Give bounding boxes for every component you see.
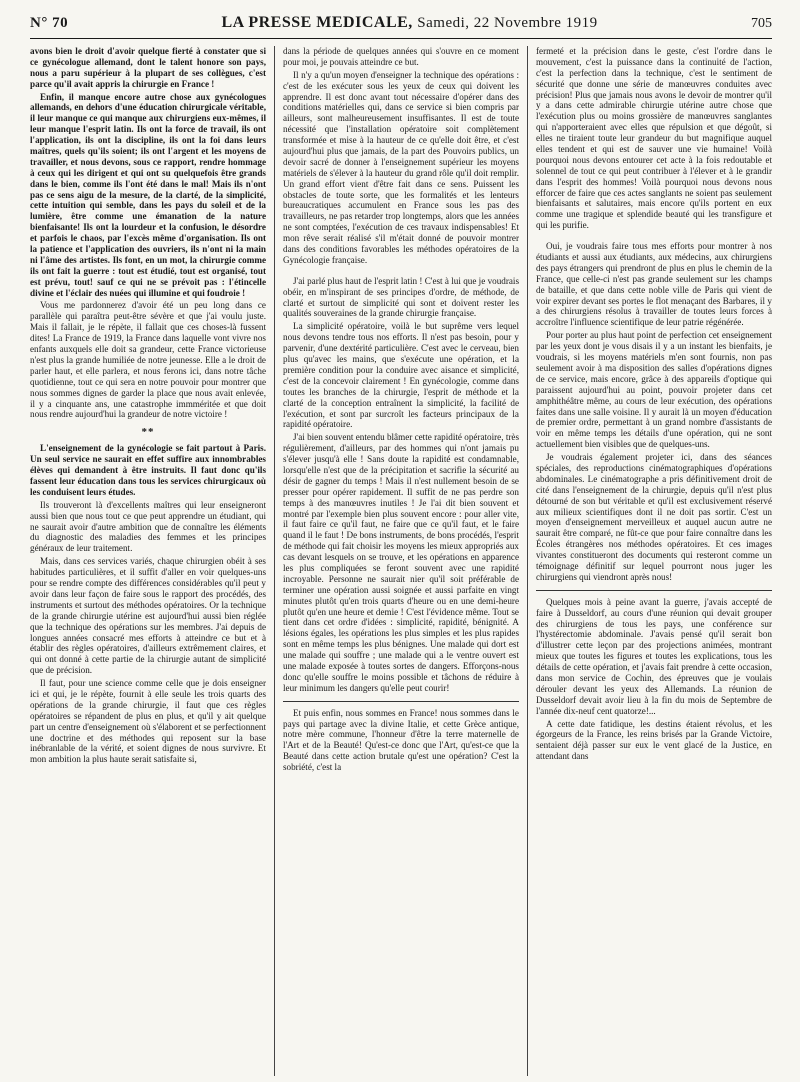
section-separator <box>283 701 519 702</box>
paragraph-gap <box>283 268 519 276</box>
paragraph: La simplicité opératoire, voilà le but suprême vers lequel nous devons tendre tous nos efforts. Il n'est pas besoin, pour y parvenir, d'une dextérité particulière. C'est avec le cerveau, bien plus qu'avec les mains, que s'exécute une opération, et la première condition pour la conduire avec aisance et simplicité, c'est de la concevoir clairement ! En gynécologie, comme dans toutes les branches de la chirurgie, l'esprit de méthode et la clarté de la conception entraînent la simplicité, la facilité de l'exécution, et sont par surcroît les facteurs principaux de la rapidité opératoire. <box>283 321 519 430</box>
paragraph: Il n'y a qu'un moyen d'enseigner la technique des opérations : c'est de les exécuter sous les yeux de ceux qui doivent les apprendre. Il est donc avant tout nécessaire d'opérer dans des conditions matérielles qui, dans ce service si bien compris par ailleurs, sont malheureusement insuffisantes. Il est de toute nécessité que l'installation opératoire soit complètement transformée et mise à la hauteur de ce qu'elle doit être, et c'est aujourd'hui plus que jamais, de la part des Pouvoirs publics, un devoir sacré de donner à l'enseignement supérieur les moyens matériels de s'élever à la hauteur du grand rôle qu'il doit remplir. Un grand effort vient d'être fait dans ce sens. Puissent les obstacles de toute sorte, que les formalités et les lenteurs bureaucratiques accumulent en France sous les pas des travailleurs, ne pas retarder trop longtemps, alors que les années ne sont comptées, l'exécution de ces travaux indispensables! Et mon rêve serait réalisé s'il m'était donné de pouvoir montrer dans des conditions favorables les méthodes opératoires de la Gynécologie française. <box>283 69 519 265</box>
paragraph: J'ai parlé plus haut de l'esprit latin ! C'est à lui que je voudrais obéir, en m'inspirant de ses principes d'ordre, de méthode, de clarté et surtout de simplicité qui sont et doivent rester les qualités souveraines de la grande chirurgie française. <box>283 275 519 319</box>
text-column-3 <box>536 46 772 1076</box>
header-rule <box>30 38 772 39</box>
page-number: 705 <box>750 16 772 31</box>
text-column-1 <box>30 46 266 1076</box>
paragraph: Je voudrais également projeter ici, dans des séances spéciales, des reproductions cinématographiques d'opérations abdominales. Le cinématographe a pris définitivement droit de cité dans l'enseignement de la chirurgie, depuis qu'il n'est plus détourné de son but véritable et qu'il est exclusivement réservé aux milieux scientifiques dont il ne doit pas sortir. C'est un moyen d'enseignement merveilleux et auquel aucun autre ne saurait être comparé, ne fût-ce que pour faire connaître dans les Écoles étrangères nos méthodes opératoires. Et ces images vivantes constitueront des documents qui resteront comme un témoignage définitif sur lequel pourront nous juger les chirurgiens qui viendront après nous! <box>536 452 772 582</box>
journal-masthead <box>221 14 597 32</box>
text-column-2 <box>283 46 519 1076</box>
paragraph: Enfin, il manque encore autre chose aux gynécologues allemands, en dehors d'une éducation chirurgicale véritable, il leur manque ce qui manque aux chirurgiens eux-mêmes, il leur manque l'esprit latin. Ils ont la force de travail, ils ont l'application, ils ont la discipline, ils ont la foi dans leurs maîtres, quels qu'ils soient; ils ont l'argent et les moyens de travailler, et nous devons, sous ce rapport, rendre hommage à ceux qui les dirigent et qui ont su quelquefois être grands dans le bien, comme ils l'ont été dans le mal! Mais ils n'ont pas ce sens aigu de la mesure, de la clarté, de la simplicité, cette intuition qui semble, dans les pays du soleil et de la lumière, être comme une émanation de la nature bienfaisante! Ils ont la lourdeur et la confusion, le désordre et parfois le chaos, par l'excès même d'organisation. Ils ont la patience et l'application des ouvriers, ils n'ont ni la main ni l'âme des artistes. Ils font, en un mot, la chirurgie comme ils ont fait la guerre : tout est étudié, tout est organisé, tout est prévu, tout! sauf ce qui ne se prévoit pas : l'étincelle divine et l'éclair des nuées qui illumine et qui foudroie ! <box>30 91 266 298</box>
paragraph: Il faut, pour une science comme celle que je dois enseigner ici et qui, je le répète, fournit à elle seule les trois quarts des opérations de la grande chirurgie, il faut que ces règles opératoires se répandent de plus en plus, et qu'il y ait quelque part un centre d'enseignement où s'élaborent et se perfectionnent une doctrine et des méthodes qui reposent sur la base inébranlable de la vérité, et soient dignes de nous survivre. Et mon ambition la plus haute serait satisfaite si, <box>30 678 266 765</box>
issue-date: Samedi, 22 Novembre 1919 <box>417 15 598 31</box>
paragraph: fermeté et la précision dans le geste, c'est l'ordre dans le mouvement, c'est la puissance dans la continuité de l'action, c'est la perfection dans la technique, c'est le sentiment de sécurité que donne une série de manœuvres conduites avec précision! Plus que jamais nous avons le devoir de montrer qu'il y a dans cette admirable chirurgie utérine autre chose que l'exécution plus ou moins grossière de manœuvres sanglantes qui n'apporteraient avec elles que répulsion et que dégoût, si elles ne tiraient toute leur grandeur du but magnifique auquel elles tendent et qui est de sauver une vie humaine! Voilà pourquoi nous devons entourer cet acte à la fois redoutable et solennel de tout ce qui peut contribuer à l'élever et à le grandir dans l'esprit des hommes! Voilà pourquoi nous devons nous efforcer de faire que ces actes sanglants ne soient pas seulement bienfaisants et salutaires, mais encore qu'ils portent en eux comme une tragique et splendide beauté qui les transfigure et qui les purifie. <box>536 46 772 231</box>
article-columns <box>30 46 772 1076</box>
section-separator <box>536 590 772 591</box>
paragraph: Ils trouveront là d'excellents maîtres qui leur enseigneront aussi bien que nous tout ce que peut apprendre un étudiant, qui ne saurait avoir d'autre ambition que de connaître les éléments du diagnostic des maladies des femmes et les principes généraux de leur traitement. <box>30 499 266 554</box>
issue-number: N° 70 <box>30 15 69 31</box>
journal-title: LA PRESSE MEDICALE, <box>221 14 413 31</box>
paragraph-gap <box>536 233 772 241</box>
column-divider <box>274 46 275 1076</box>
paragraph: dans la période de quelques années qui s'ouvre en ce moment pour moi, je pouvais atteindre ce but. <box>283 46 519 67</box>
paragraph: Oui, je voudrais faire tous mes efforts pour montrer à nos étudiants et aussi aux étudiants, aux médecins, aux chirurgiens des pays étrangers qui prendront de plus en plus le chemin de la France, que celle-ci n'est pas grande seulement sur les champs de bataille, et que dans cette noble ville de Paris qui vient de voir expirer devant ses portes le flot menaçant des Barbares, il y a des chirurgiens résolus à travailler de toutes leurs forces à accroître l'influence scientifique de leur patrie régénérée. <box>536 241 772 328</box>
paragraph: avons bien le droit d'avoir quelque fierté à constater que si ce gynécologue allemand, dont le talent honore son pays, nous a paru supérieur à la plupart de ses collègues, c'est parce qu'il avait appris la chirurgie en France ! <box>30 46 266 89</box>
paragraph: Mais, dans ces services variés, chaque chirurgien obéit à ses habitudes particulières, et il suffit d'aller en voir quelques-uns pour se rendre compte des différences considérables qu'il peut y avoir dans leur façon de faire sous le rapport des procédés, des instruments et surtout des méthodes opératoires. Or la technique de la grande chirurgie utérine est aujourd'hui aussi bien réglée que la technique des opérations sur les membres. J'ai depuis de longues années consacré mes efforts à atteindre ce but et à établir des règles opératoires, d'ailleurs extrêmement claires, et qui ont donné à cette partie de la chirurgie autant de simplicité que de précision. <box>30 556 266 676</box>
page-header <box>30 14 772 36</box>
paragraph: L'enseignement de la gynécologie se fait partout à Paris. Un seul service ne saurait en effet suffire aux innombrables élèves qui demandent à être instruits. Il faut donc qu'ils fassent leur éducation dans tous les services chirurgicaux où les conduisent leurs études. <box>30 443 266 497</box>
asterism-divider: ** <box>141 426 155 439</box>
paragraph: J'ai bien souvent entendu blâmer cette rapidité opératoire, très régulièrement, d'ailleurs, par des hommes qui n'ont jamais pu s'élever jusqu'à elle ! Sans doute la rapidité est condamnable, lorsqu'elle n'est que de la précipitation et sacrifie la sécurité au désir de gagner du temps ! Mais il n'est nullement besoin de se presser pour opérer rapidement. Il suffit de ne pas perdre son temps à des manœuvres inutiles ! Je l'ai dit bien souvent et montré par l'exemple bien plus souvent encore : pour aller vite, il faut faire ce qu'il faut, ne faire que ce qu'il faut, et le faire quand il le faut ! De bons instruments, de bons procédés, l'esprit de méthode qui fait choisir les moyens les mieux appropriés aux cas devant lesquels on se trouve, et les opérations en apparence les plus compliquées se feront souvent avec une rapidité incroyable. Personne ne saurait nier qu'il soit préférable de terminer une opération aussi soignée et aussi parfaite en vingt minutes plutôt qu'en trois quarts d'heure ou en une demi-heure plutôt qu'en une heure et demie ! C'est l'évidence même. Tout se tient dans cet ordre d'idées : simplicité, rapidité, bénignité. A lésions égales, les opérations les plus simples et les plus rapides sont en même temps les plus bénignes. Une malade qui dort est une malade qui souffre ; une malade qui a le ventre ouvert est une malade exposée à toutes sortes de dangers. Efforçons-nous donc qu'elle souffre le moins possible et tâchons de réduire à leur minimum les dangers qu'elle peut courir! <box>283 432 519 693</box>
paragraph: Pour porter au plus haut point de perfection cet enseignement par les yeux dont je vous disais il y a un instant les bienfaits, je voudrais, si les moyens matériels m'en sont fournis, non pas seulement avoir à ma disposition des salles d'opérations dignes de ce service, mais encore, grâce à des appareils d'optique qui paraissent aujourd'hui au point, pouvoir projeter dans cet amphithéâtre même, au cours de leur exécution, des opérations faites dans une salle voisine. Il y aurait là un moyen d'éducation de premier ordre, permettant à un grand nombre d'assistants de voir en même temps les détails d'une opération, qui ne sont actuellement bien visibles que de quelques-uns. <box>536 330 772 450</box>
paragraph: Vous me pardonnerez d'avoir été un peu long dans ce parallèle qui paraîtra peut-être sévère et que j'ai voulu juste. Mais il fallait, je le répète, il fallait que ces choses-là fussent dites! La France de 1919, la France dans laquelle vont vivre nos enfants auxquels elle doit sa grandeur, cette France victorieuse n'est plus la grande humiliée de notre jeunesse. Elle a le droit de parler haut, et elle parlera, et nous ferons ici, dans notre tâche quotidienne, tout ce qui sera en notre pouvoir pour montrer que nous sommes dignes de garder la place que nous avait enlevée, il y a cinquante ans, une catastrophe immméritée et que doit nous rendre aujourd'hui la grandeur de notre victoire ! <box>30 300 266 420</box>
column-divider <box>527 46 528 1076</box>
paragraph: Quelques mois à peine avant la guerre, j'avais accepté de faire à Dusseldorf, au cours d'une réunion qui devait grouper des chirurgiens de tous les pays, une conférence sur l'hystérectomie abdominale. J'avais pensé qu'il serait bon d'illustrer cette leçon par des projections animées, montrant mieux que toutes les figures et toutes les explications, tous les détails de cette opération, et j'avais fait prendre à cette occasion, dans mon service de Cochin, des épreuves que je voulais dérouler devant les yeux des Allemands. La réunion de Dusseldorf devait avoir lieu à la fin du mois de Septembre de l'année dix-neuf cent quatorze!... <box>536 596 772 716</box>
paragraph: A cette date fatidique, les destins étaient révolus, et les égorgeurs de la France, les reins brisés par la Grande Victoire, sentaient déjà passer sur eux le vent glacé de la Justice, en attendant dans <box>536 718 772 762</box>
paragraph: Et puis enfin, nous sommes en France! nous sommes dans le pays qui partage avec la divine Italie, et cette Grèce antique, notre mère commune, l'honneur d'être la terre maternelle de l'Art et de la Beauté! Qu'est-ce donc que l'Art, qu'est-ce que la Beauté dans cette action brutale qu'est une opération? C'est la sobriété, c'est la <box>283 707 519 773</box>
